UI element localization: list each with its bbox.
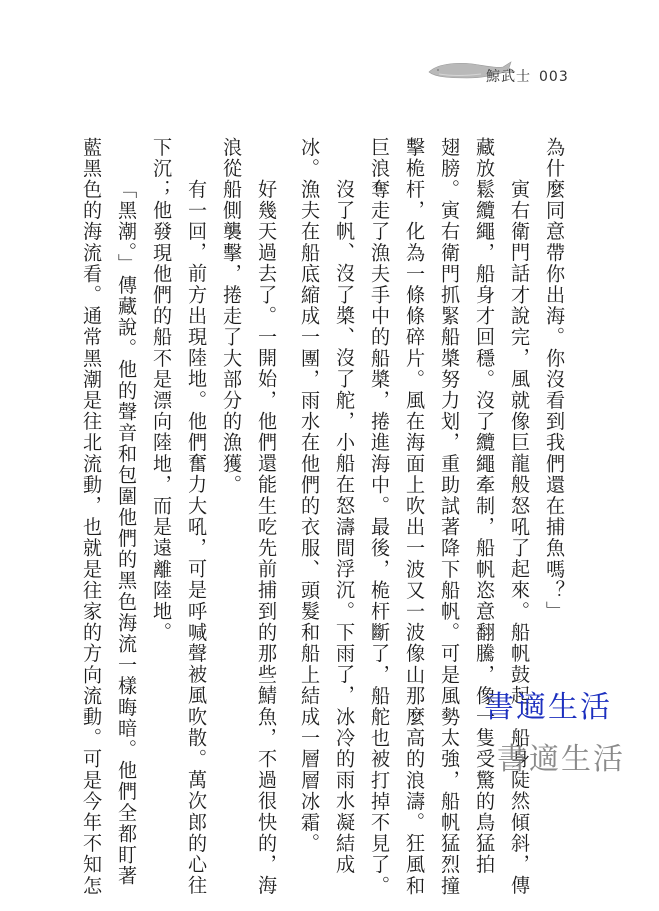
text-column: 浪從船側襲擊，捲走了大部分的漁獲。	[220, 137, 244, 496]
text-column: 「黑潮。」傳藏說。他的聲音和包圍他們的黑色海流一樣晦暗。他們全都盯著	[115, 179, 139, 887]
text-column: 寅右衛門話才說完，風就像巨龍般怒吼了起來。船帆鼓起，船身陡然傾斜，傳	[508, 179, 532, 897]
book-title: 鯨武士	[486, 69, 531, 85]
text-column: 翅膀。寅右衛門抓緊船槳努力划，重助試著降下船帆。可是風勢太強，船帆猛烈撞	[438, 137, 462, 897]
text-column: 為什麼同意帶你出海。你沒看到我們還在捕魚嗎？」	[543, 137, 567, 623]
text-column: 擊桅杆，化為一條條碎片。風在海面上吹出一波又一波像山那麼高的浪濤。狂風和	[403, 137, 427, 897]
running-header	[486, 66, 569, 86]
text-column: 沒了帆、沒了槳、沒了舵，小船在怒濤間浮沉。下雨了，冰冷的雨水凝結成	[333, 179, 357, 876]
page-number: 003	[539, 69, 569, 85]
watermark-grey: 書適生活	[497, 742, 625, 777]
text-column: 好幾天過去了。一開始，他們還能生吃先前捕到的那些鯖魚，不過很快的，海	[255, 179, 279, 897]
text-column: 巨浪奪走了漁夫手中的船槳，捲進海中。最後，桅杆斷了，船舵也被打掉不見了。	[368, 137, 392, 897]
text-column: 有一回，前方出現陸地。他們奮力大吼，可是呼喊聲被風吹散。萬次郎的心往	[185, 179, 209, 897]
text-column: 藍黑色的海流看。通常黑潮是往北流動，也就是往家的方向流動。可是今年不知怎	[80, 137, 104, 897]
text-column: 下沉；他發現他們的船不是漂向陸地，而是遠離陸地。	[150, 137, 174, 644]
watermark-blue: 書適生活	[484, 690, 612, 725]
text-column: 冰。漁夫在船底縮成一團，雨水在他們的衣服、頭髮和船上結成一層層冰霜。	[298, 137, 322, 855]
text-column: 藏放鬆纜繩，船身才回穩。沒了纜繩牽制，船帆恣意翻騰，像一隻受驚的鳥猛拍	[473, 137, 497, 876]
